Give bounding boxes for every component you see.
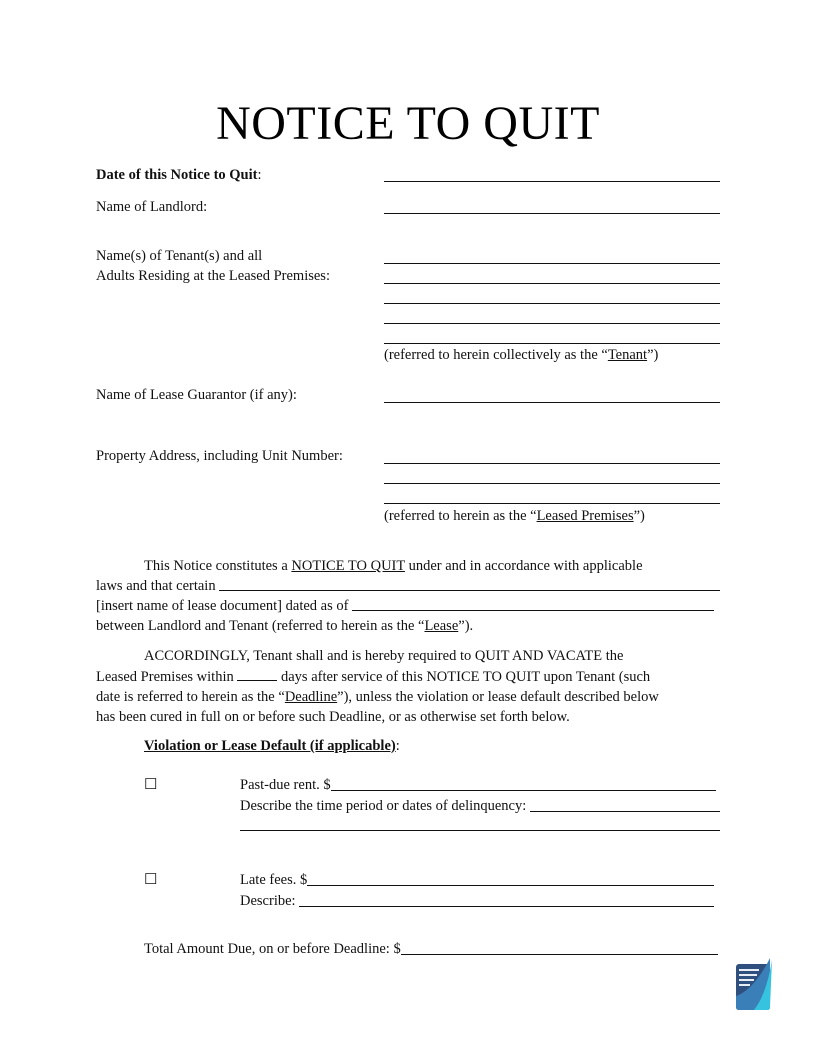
notice-paragraph-line4 (96, 616, 720, 636)
total-amount-label: Total Amount Due, on or before Deadline: $ (144, 941, 401, 957)
page-title: NOTICE TO QUIT (216, 97, 600, 150)
document-logo-icon (734, 956, 774, 1012)
guarantor-label: Name of Lease Guarantor (if any): (96, 387, 297, 403)
tenant-field-1[interactable] (384, 263, 720, 264)
p2-line3-text-b: ”), unless the violation or lease default described below (337, 689, 659, 705)
tenant-note-suffix: ”) (647, 347, 659, 363)
violation-heading-text: Violation or Lease Default (if applicable) (144, 738, 396, 754)
delinquency-field[interactable] (530, 797, 720, 812)
p2-line3-text-a: date is referred to herein as the “ (96, 689, 285, 705)
late-fees-describe-row (240, 892, 714, 910)
address-field-2[interactable] (384, 483, 720, 484)
total-amount-row (144, 940, 718, 958)
guarantor-field[interactable] (384, 402, 720, 403)
late-fees-label: Late fees. $ (240, 872, 308, 888)
days-field[interactable] (237, 666, 277, 681)
premises-definition-note (384, 507, 645, 525)
tenant-field-3[interactable] (384, 303, 720, 304)
p1-line4-prefix: between Landlord and Tenant (referred to herein as the “ (96, 618, 425, 634)
p2-line4-text: has been cured in full on or before such Deadline, or as otherwise set forth below. (96, 709, 570, 725)
lease-document-name-field[interactable] (219, 576, 720, 591)
p2-line2-text-b: days after service of this NOTICE TO QUIT upon Tenant (such (277, 669, 651, 685)
address-field-1[interactable] (384, 463, 720, 464)
accordingly-paragraph (96, 646, 720, 727)
date-label-text: Date of this Notice to Quit (96, 167, 258, 183)
premises-note-prefix: (referred to herein as the “ (384, 508, 537, 524)
total-amount-field[interactable] (401, 940, 718, 955)
late-fees-describe-label: Describe: (240, 893, 300, 909)
past-due-rent-checkbox[interactable]: ☐ (144, 777, 158, 793)
violation-heading-colon: : (395, 738, 400, 754)
notice-paragraph-line2 (96, 576, 720, 596)
late-fees-amount-field[interactable] (307, 871, 714, 886)
late-fees-checkbox[interactable]: ☐ (144, 872, 158, 888)
p2-line2-text-a: Leased Premises within (96, 669, 238, 685)
past-due-rent-label: Past-due rent. $ (240, 777, 331, 793)
tenants-label-line2: Adults Residing at the Leased Premises: (96, 268, 330, 284)
delinquency-row (240, 797, 720, 815)
p1-defined-term: NOTICE TO QUIT (291, 558, 405, 574)
address-field-3[interactable] (384, 503, 720, 504)
late-fees-describe-field[interactable] (299, 892, 714, 907)
accordingly-line1 (96, 646, 720, 666)
p1-line4-suffix: ”). (458, 618, 474, 634)
notice-paragraph-line3 (96, 596, 720, 616)
tenant-field-2[interactable] (384, 283, 720, 284)
p1-text-a: This Notice constitutes a (144, 558, 292, 574)
date-label (96, 166, 262, 184)
address-label: Property Address, including Unit Number: (96, 448, 343, 464)
notice-paragraph-line1 (96, 556, 720, 576)
notice-paragraph (96, 556, 720, 636)
delinquency-field-2[interactable] (240, 830, 720, 831)
past-due-rent-row (240, 776, 716, 794)
date-label-colon: : (257, 167, 262, 183)
tenant-definition-note (384, 346, 658, 364)
p1-line2-text: laws and that certain (96, 578, 220, 594)
premises-note-suffix: ”) (633, 508, 645, 524)
past-due-rent-amount-field[interactable] (331, 776, 716, 791)
landlord-field[interactable] (384, 213, 720, 214)
lease-date-field[interactable] (352, 596, 714, 611)
lease-defined-term: Lease (424, 618, 459, 634)
tenant-defined-term: Tenant (607, 347, 648, 363)
tenants-label-line1: Name(s) of Tenant(s) and all (96, 248, 263, 264)
accordingly-line2 (96, 666, 720, 687)
accordingly-line4 (96, 707, 720, 727)
date-field[interactable] (384, 181, 720, 182)
tenant-field-4[interactable] (384, 323, 720, 324)
landlord-label: Name of Landlord: (96, 199, 208, 215)
delinquency-label: Describe the time period or dates of delinquency: (240, 798, 530, 814)
violation-heading (144, 737, 400, 755)
accordingly-line3 (96, 687, 720, 707)
p1-line3-text: [insert name of lease document] dated as of (96, 598, 353, 614)
tenant-note-prefix: (referred to herein collectively as the “ (384, 347, 608, 363)
premises-defined-term: Leased Premises (536, 508, 634, 524)
late-fees-row (240, 871, 714, 889)
p2-line1-text: ACCORDINGLY, Tenant shall and is hereby required to QUIT AND VACATE the (144, 648, 624, 664)
tenant-field-5[interactable] (384, 343, 720, 344)
deadline-defined-term: Deadline (284, 689, 338, 705)
p1-text-b: under and in accordance with applicable (404, 558, 643, 574)
